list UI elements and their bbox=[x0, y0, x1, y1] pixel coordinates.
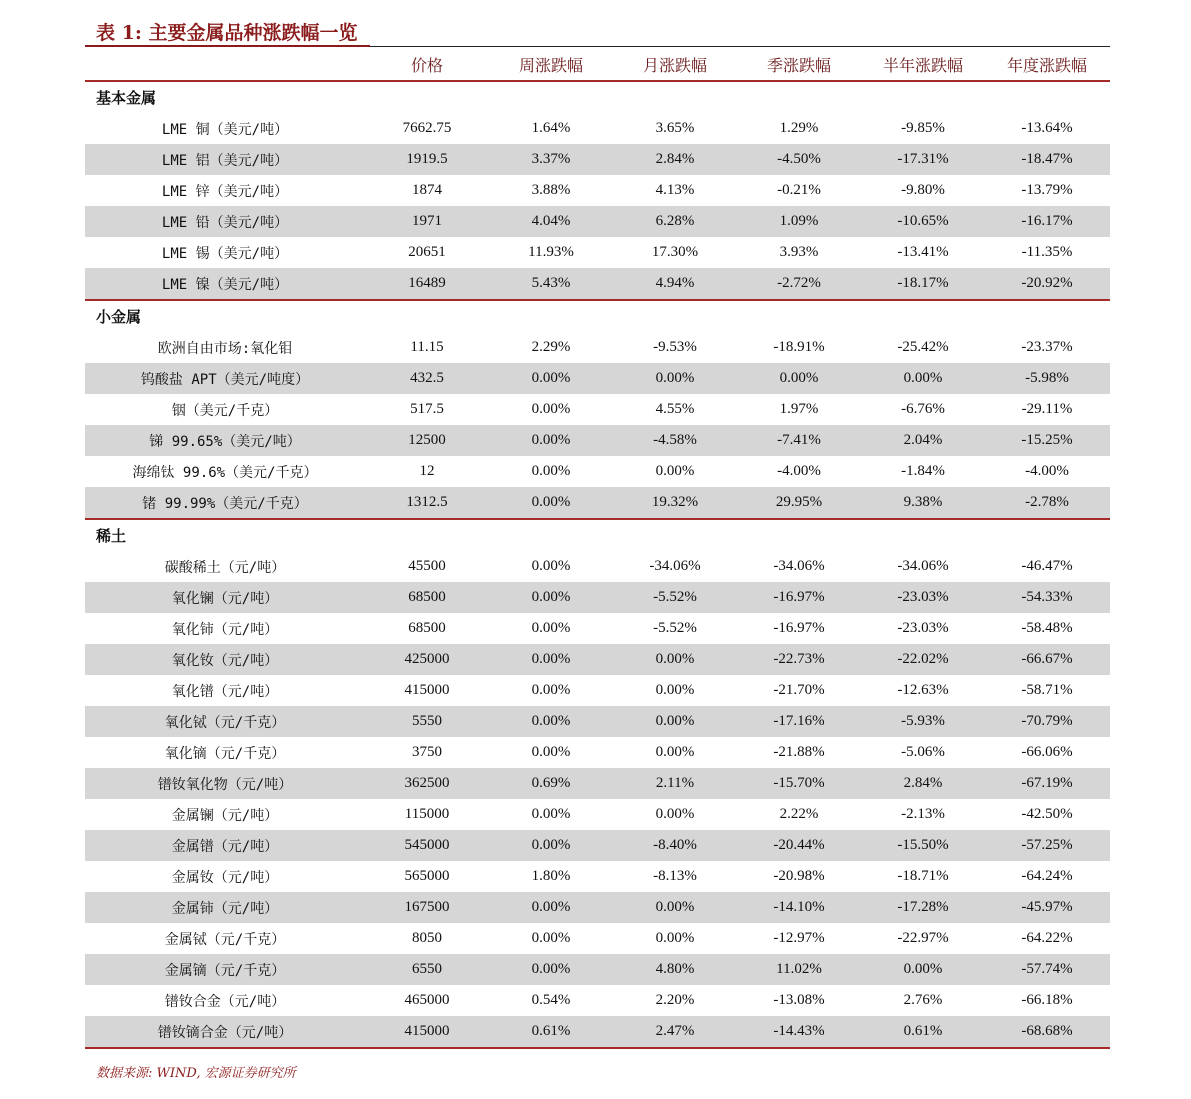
item-name-cell: 铟（美元/千克） bbox=[171, 402, 279, 419]
value-cell: -23.37% bbox=[1021, 339, 1073, 355]
item-name-cell: LME 镍（美元/吨） bbox=[161, 276, 289, 293]
value-cell: 0.00% bbox=[655, 651, 695, 667]
title-underline bbox=[85, 45, 370, 47]
value-cell: 19.32% bbox=[651, 494, 699, 510]
table-row bbox=[85, 551, 1110, 582]
table-row bbox=[85, 830, 1110, 861]
value-cell: 0.00% bbox=[779, 370, 819, 386]
column-header: 季涨跌幅 bbox=[766, 56, 831, 75]
value-cell: 0.00% bbox=[655, 682, 695, 698]
item-name-cell: 钨酸盐 APT（美元/吨度） bbox=[140, 371, 310, 388]
value-cell: 7662.75 bbox=[402, 120, 452, 136]
value-cell: -0.21% bbox=[777, 182, 821, 198]
value-cell: 2.47% bbox=[655, 1023, 695, 1039]
table-row bbox=[85, 892, 1110, 923]
value-cell: 167500 bbox=[404, 899, 450, 915]
value-cell: 0.61% bbox=[903, 1023, 943, 1039]
value-cell: -13.79% bbox=[1021, 182, 1073, 198]
value-cell: 0.00% bbox=[531, 620, 571, 636]
table-row bbox=[85, 613, 1110, 644]
value-cell: -12.97% bbox=[773, 930, 825, 946]
value-cell: -58.71% bbox=[1021, 682, 1073, 698]
value-cell: -2.78% bbox=[1025, 494, 1069, 510]
item-name-cell: LME 锌（美元/吨） bbox=[161, 183, 289, 200]
item-name-cell: 金属镧（元/吨） bbox=[171, 807, 279, 824]
value-cell: -8.40% bbox=[653, 837, 697, 853]
section-header: 小金属 bbox=[96, 308, 142, 326]
item-name-cell: LME 铜（美元/吨） bbox=[161, 121, 289, 138]
table-row bbox=[85, 799, 1110, 830]
value-cell: 0.00% bbox=[655, 744, 695, 760]
value-cell: -13.64% bbox=[1021, 120, 1073, 136]
value-cell: 362500 bbox=[404, 775, 450, 791]
value-cell: -18.17% bbox=[897, 275, 949, 291]
value-cell: -18.47% bbox=[1021, 151, 1073, 167]
value-cell: 2.29% bbox=[531, 339, 571, 355]
table-row bbox=[85, 237, 1110, 268]
value-cell: 0.00% bbox=[531, 589, 571, 605]
value-cell: -45.97% bbox=[1021, 899, 1073, 915]
value-cell: -57.25% bbox=[1021, 837, 1073, 853]
value-cell: 0.00% bbox=[903, 370, 943, 386]
value-cell: 3750 bbox=[412, 744, 442, 760]
table-row bbox=[85, 144, 1110, 175]
table-row bbox=[85, 487, 1110, 520]
column-header: 半年涨跌幅 bbox=[882, 56, 963, 75]
table-header-row bbox=[85, 49, 1110, 82]
table-row bbox=[85, 332, 1110, 363]
table-row bbox=[85, 1016, 1110, 1049]
item-name-cell: 镨钕镝合金（元/吨） bbox=[157, 1024, 293, 1041]
value-cell: -8.13% bbox=[653, 868, 697, 884]
value-cell: -5.93% bbox=[901, 713, 945, 729]
value-cell: 0.00% bbox=[531, 899, 571, 915]
value-cell: 68500 bbox=[408, 589, 446, 605]
item-name-cell: 镨钕氧化物（元/吨） bbox=[157, 776, 293, 793]
value-cell: -25.42% bbox=[897, 339, 949, 355]
table-row bbox=[85, 582, 1110, 613]
value-cell: -5.06% bbox=[901, 744, 945, 760]
value-cell: 517.5 bbox=[410, 401, 444, 417]
value-cell: -16.97% bbox=[773, 589, 825, 605]
value-cell: -7.41% bbox=[777, 432, 821, 448]
value-cell: -14.43% bbox=[773, 1023, 825, 1039]
table-row bbox=[85, 394, 1110, 425]
item-name-cell: 海绵钛 99.6%（美元/千克） bbox=[132, 464, 318, 481]
value-cell: 0.54% bbox=[531, 992, 571, 1008]
value-cell: 1874 bbox=[412, 182, 442, 198]
value-cell: 0.00% bbox=[531, 432, 571, 448]
value-cell: 4.80% bbox=[655, 961, 695, 977]
value-cell: -17.16% bbox=[773, 713, 825, 729]
item-name-cell: 锗 99.99%（美元/千克） bbox=[142, 495, 308, 512]
value-cell: -9.80% bbox=[901, 182, 945, 198]
value-cell: 0.00% bbox=[531, 558, 571, 574]
table-row bbox=[85, 456, 1110, 487]
value-cell: -58.48% bbox=[1021, 620, 1073, 636]
item-name-cell: 镨钕合金（元/吨） bbox=[164, 993, 286, 1010]
value-cell: 3.93% bbox=[779, 244, 819, 260]
value-cell: 2.84% bbox=[655, 151, 695, 167]
metals-price-table bbox=[85, 49, 1110, 1049]
table-row bbox=[85, 644, 1110, 675]
table-row bbox=[85, 768, 1110, 799]
table-body bbox=[85, 82, 1110, 1049]
item-name-cell: 锑 99.65%（美元/吨） bbox=[149, 433, 301, 450]
table-row bbox=[85, 175, 1110, 206]
item-name-cell: 金属镨（元/吨） bbox=[171, 838, 279, 855]
table-row bbox=[85, 923, 1110, 954]
value-cell: -17.28% bbox=[897, 899, 949, 915]
column-header: 价格 bbox=[410, 56, 443, 75]
item-name-cell: 氧化铈（元/吨） bbox=[171, 621, 279, 638]
value-cell: 3.37% bbox=[531, 151, 571, 167]
value-cell: -67.19% bbox=[1021, 775, 1073, 791]
value-cell: 0.00% bbox=[655, 806, 695, 822]
item-name-cell: 氧化镝（元/千克） bbox=[164, 745, 286, 762]
value-cell: 29.95% bbox=[775, 494, 823, 510]
value-cell: -23.03% bbox=[897, 620, 949, 636]
value-cell: 1971 bbox=[412, 213, 442, 229]
table-row bbox=[85, 706, 1110, 737]
table-row bbox=[85, 985, 1110, 1016]
value-cell: -70.79% bbox=[1021, 713, 1073, 729]
value-cell: -54.33% bbox=[1021, 589, 1073, 605]
value-cell: -12.63% bbox=[897, 682, 949, 698]
value-cell: 1919.5 bbox=[406, 151, 448, 167]
value-cell: -66.67% bbox=[1021, 651, 1073, 667]
value-cell: -34.06% bbox=[897, 558, 949, 574]
item-name-cell: 欧洲自由市场:氧化钼 bbox=[157, 340, 293, 357]
table-row bbox=[85, 425, 1110, 456]
value-cell: -2.72% bbox=[777, 275, 821, 291]
value-cell: 4.04% bbox=[531, 213, 571, 229]
table-row bbox=[85, 861, 1110, 892]
value-cell: 0.00% bbox=[655, 899, 695, 915]
item-name-cell: 金属镝（元/千克） bbox=[164, 962, 286, 979]
value-cell: -34.06% bbox=[773, 558, 825, 574]
item-name-cell: 氧化镧（元/吨） bbox=[171, 590, 279, 607]
value-cell: 1312.5 bbox=[406, 494, 448, 510]
value-cell: 0.00% bbox=[531, 961, 571, 977]
value-cell: -16.17% bbox=[1021, 213, 1073, 229]
value-cell: -13.41% bbox=[897, 244, 949, 260]
value-cell: -18.91% bbox=[773, 339, 825, 355]
value-cell: 545000 bbox=[404, 837, 450, 853]
section-header: 基本金属 bbox=[96, 89, 157, 107]
section-header: 稀土 bbox=[96, 527, 127, 545]
value-cell: 415000 bbox=[404, 682, 450, 698]
column-header: 周涨跌幅 bbox=[518, 56, 583, 75]
value-cell: 12500 bbox=[408, 432, 446, 448]
value-cell: -4.50% bbox=[777, 151, 821, 167]
value-cell: 17.30% bbox=[651, 244, 699, 260]
data-source-note: 数据来源: WIND, 宏源证券研究所 bbox=[96, 1066, 296, 1081]
value-cell: -5.98% bbox=[1025, 370, 1069, 386]
value-cell: 0.00% bbox=[531, 463, 571, 479]
value-cell: 6.28% bbox=[655, 213, 695, 229]
item-name-cell: 金属铈（元/吨） bbox=[171, 900, 279, 917]
value-cell: -2.13% bbox=[901, 806, 945, 822]
value-cell: -1.84% bbox=[901, 463, 945, 479]
value-cell: -18.71% bbox=[897, 868, 949, 884]
item-name-cell: LME 锡（美元/吨） bbox=[161, 245, 289, 262]
value-cell: -15.50% bbox=[897, 837, 949, 853]
table-title: 表 1: 主要金属品种涨跌幅一览 bbox=[96, 22, 358, 44]
value-cell: -11.35% bbox=[1021, 244, 1073, 260]
value-cell: -22.97% bbox=[897, 930, 949, 946]
value-cell: -9.85% bbox=[901, 120, 945, 136]
value-cell: -34.06% bbox=[649, 558, 701, 574]
value-cell: -10.65% bbox=[897, 213, 949, 229]
value-cell: 0.00% bbox=[531, 651, 571, 667]
value-cell: 565000 bbox=[404, 868, 450, 884]
value-cell: -5.52% bbox=[653, 589, 697, 605]
value-cell: -4.00% bbox=[777, 463, 821, 479]
table-row bbox=[85, 113, 1110, 144]
item-name-cell: LME 铝（美元/吨） bbox=[161, 152, 289, 169]
value-cell: 11.02% bbox=[776, 961, 822, 977]
value-cell: -13.08% bbox=[773, 992, 825, 1008]
value-cell: -22.73% bbox=[773, 651, 825, 667]
value-cell: 5550 bbox=[412, 713, 442, 729]
table-row bbox=[85, 363, 1110, 394]
item-name-cell: 氧化铽（元/千克） bbox=[164, 714, 286, 731]
value-cell: -64.22% bbox=[1021, 930, 1073, 946]
value-cell: 2.22% bbox=[779, 806, 819, 822]
table-row bbox=[85, 268, 1110, 301]
table-row bbox=[85, 737, 1110, 768]
value-cell: 1.09% bbox=[779, 213, 819, 229]
value-cell: 2.76% bbox=[903, 992, 943, 1008]
value-cell: 415000 bbox=[404, 1023, 450, 1039]
value-cell: 11.93% bbox=[528, 244, 574, 260]
value-cell: -4.58% bbox=[653, 432, 697, 448]
value-cell: 4.55% bbox=[655, 401, 695, 417]
value-cell: -6.76% bbox=[901, 401, 945, 417]
value-cell: 1.80% bbox=[531, 868, 571, 884]
value-cell: -5.52% bbox=[653, 620, 697, 636]
value-cell: 0.00% bbox=[531, 806, 571, 822]
value-cell: 11.15 bbox=[410, 339, 444, 355]
value-cell: 1.97% bbox=[779, 401, 819, 417]
value-cell: 2.20% bbox=[655, 992, 695, 1008]
item-name-cell: 氧化镨（元/吨） bbox=[171, 683, 279, 700]
value-cell: 16489 bbox=[408, 275, 446, 291]
value-cell: 9.38% bbox=[903, 494, 943, 510]
value-cell: 2.84% bbox=[903, 775, 943, 791]
value-cell: 115000 bbox=[404, 806, 450, 822]
value-cell: -29.11% bbox=[1021, 401, 1073, 417]
value-cell: 12 bbox=[419, 463, 435, 479]
value-cell: 0.61% bbox=[531, 1023, 571, 1039]
value-cell: 0.00% bbox=[655, 713, 695, 729]
value-cell: 0.00% bbox=[531, 370, 571, 386]
value-cell: 0.00% bbox=[655, 930, 695, 946]
value-cell: 0.00% bbox=[531, 837, 571, 853]
value-cell: 4.13% bbox=[655, 182, 695, 198]
column-header: 月涨跌幅 bbox=[642, 56, 707, 75]
value-cell: -68.68% bbox=[1021, 1023, 1073, 1039]
value-cell: 432.5 bbox=[410, 370, 444, 386]
table-row bbox=[85, 954, 1110, 985]
value-cell: -23.03% bbox=[897, 589, 949, 605]
item-name-cell: LME 铅（美元/吨） bbox=[161, 214, 289, 231]
value-cell: -14.10% bbox=[773, 899, 825, 915]
value-cell: 3.65% bbox=[655, 120, 695, 136]
table-row bbox=[85, 675, 1110, 706]
value-cell: -20.98% bbox=[773, 868, 825, 884]
item-name-cell: 金属铽（元/千克） bbox=[164, 931, 286, 948]
value-cell: -42.50% bbox=[1021, 806, 1073, 822]
value-cell: -17.31% bbox=[897, 151, 949, 167]
value-cell: 425000 bbox=[404, 651, 450, 667]
value-cell: 0.00% bbox=[531, 401, 571, 417]
value-cell: 8050 bbox=[412, 930, 442, 946]
column-header: 年度涨跌幅 bbox=[1006, 56, 1087, 75]
value-cell: 1.29% bbox=[779, 120, 819, 136]
value-cell: -64.24% bbox=[1021, 868, 1073, 884]
value-cell: -66.06% bbox=[1021, 744, 1073, 760]
value-cell: -57.74% bbox=[1021, 961, 1073, 977]
value-cell: 0.00% bbox=[531, 744, 571, 760]
value-cell: 0.00% bbox=[903, 961, 943, 977]
value-cell: -22.02% bbox=[897, 651, 949, 667]
value-cell: -15.70% bbox=[773, 775, 825, 791]
table-row bbox=[85, 206, 1110, 237]
value-cell: -46.47% bbox=[1021, 558, 1073, 574]
value-cell: 1.64% bbox=[531, 120, 571, 136]
value-cell: -66.18% bbox=[1021, 992, 1073, 1008]
value-cell: 20651 bbox=[408, 244, 446, 260]
value-cell: 0.69% bbox=[531, 775, 571, 791]
value-cell: 0.00% bbox=[531, 682, 571, 698]
item-name-cell: 氧化钕（元/吨） bbox=[171, 652, 279, 669]
value-cell: 0.00% bbox=[531, 930, 571, 946]
item-name-cell: 金属钕（元/吨） bbox=[171, 869, 279, 886]
value-cell: 0.00% bbox=[531, 713, 571, 729]
value-cell: 465000 bbox=[404, 992, 450, 1008]
value-cell: 0.00% bbox=[655, 370, 695, 386]
value-cell: -20.44% bbox=[773, 837, 825, 853]
value-cell: 6550 bbox=[412, 961, 442, 977]
value-cell: 68500 bbox=[408, 620, 446, 636]
value-cell: -4.00% bbox=[1025, 463, 1069, 479]
value-cell: 2.11% bbox=[655, 775, 695, 791]
value-cell: -15.25% bbox=[1021, 432, 1073, 448]
value-cell: 0.00% bbox=[531, 494, 571, 510]
value-cell: 5.43% bbox=[531, 275, 571, 291]
value-cell: -21.88% bbox=[773, 744, 825, 760]
value-cell: 45500 bbox=[408, 558, 446, 574]
value-cell: -21.70% bbox=[773, 682, 825, 698]
value-cell: 2.04% bbox=[903, 432, 943, 448]
value-cell: -20.92% bbox=[1021, 275, 1073, 291]
value-cell: -9.53% bbox=[653, 339, 697, 355]
value-cell: -16.97% bbox=[773, 620, 825, 636]
value-cell: 3.88% bbox=[531, 182, 571, 198]
value-cell: 0.00% bbox=[655, 463, 695, 479]
item-name-cell: 碳酸稀土（元/吨） bbox=[164, 559, 286, 576]
value-cell: 4.94% bbox=[655, 275, 695, 291]
